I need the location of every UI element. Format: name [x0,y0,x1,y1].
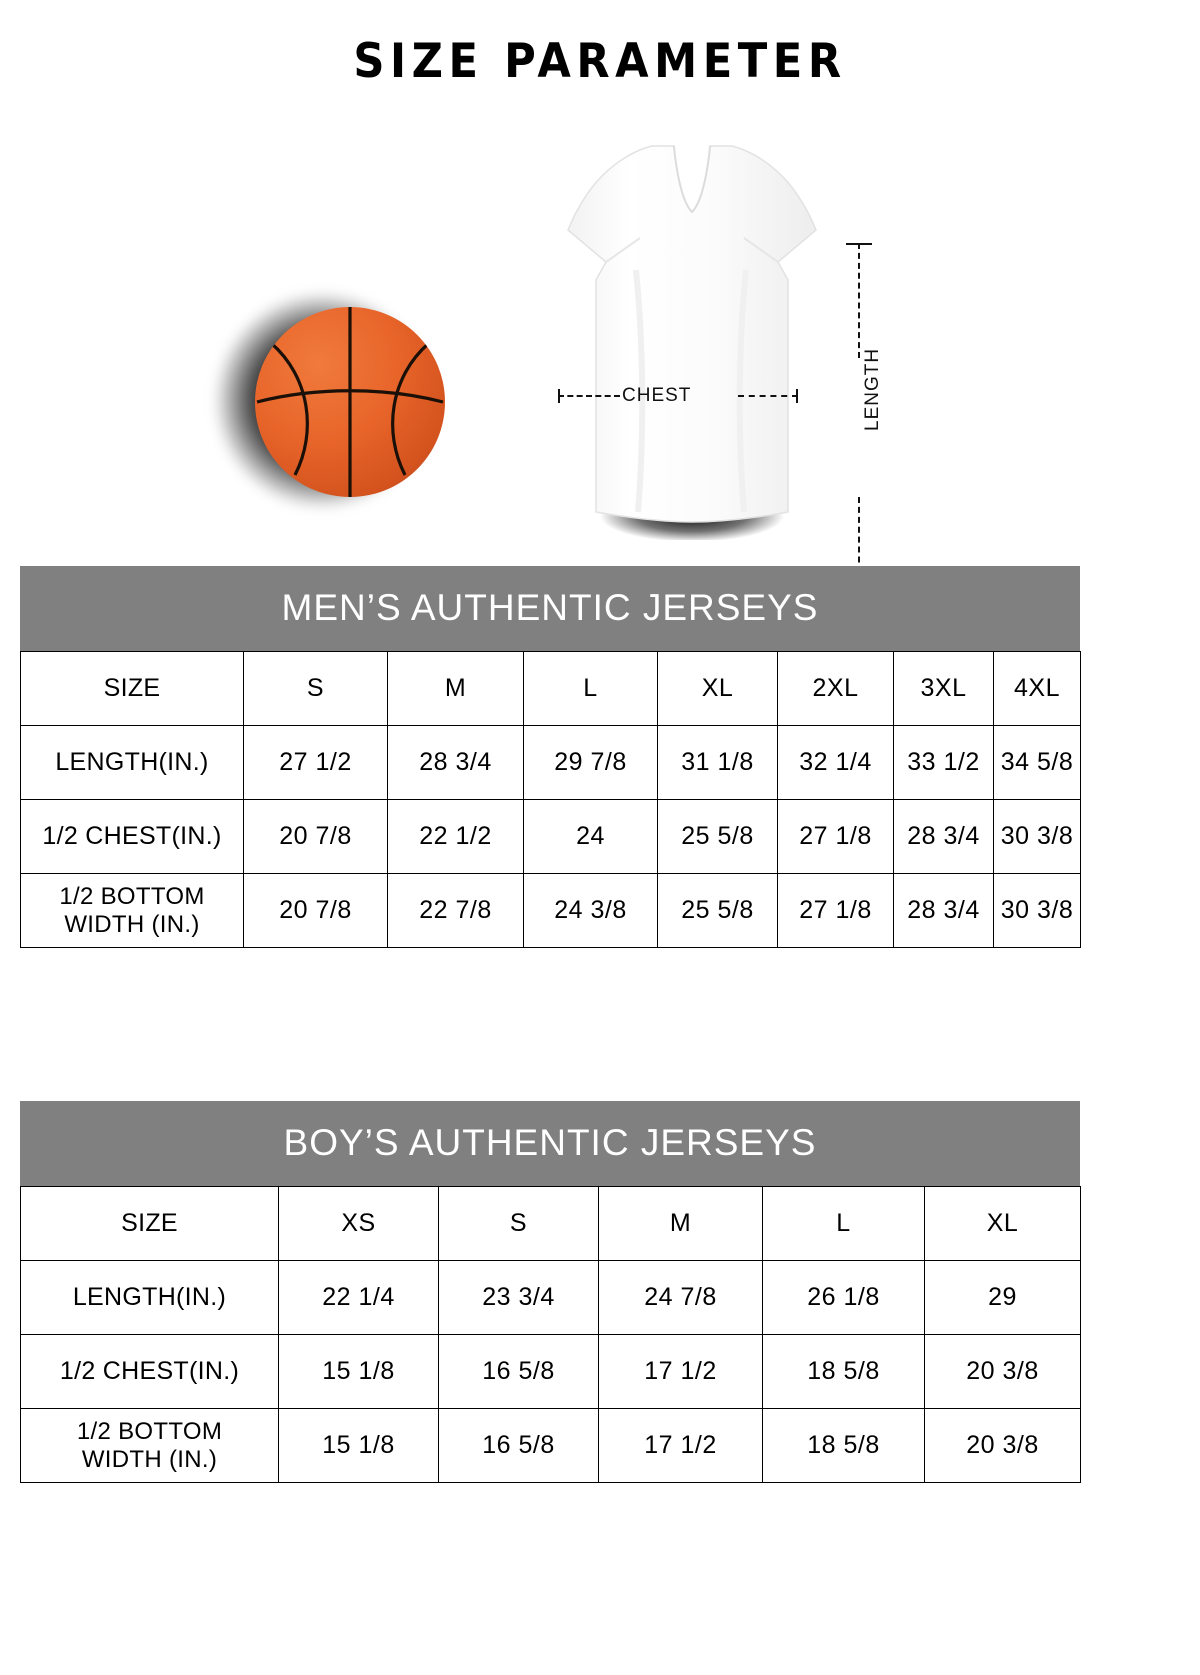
row-header: 1/2 CHEST(IN.) [21,1335,279,1409]
table-cell: 33 1/2 [894,726,994,800]
row-header [21,1409,279,1483]
jersey-icon [540,120,840,540]
chest-segment-left [558,395,620,397]
boys-size-table [20,1186,1081,1483]
column-header: SIZE [21,1187,279,1261]
chest-cap-right [796,389,798,403]
page-title: SIZE PARAMETER [353,34,847,89]
chest-label: CHEST [622,385,692,406]
table-cell: 30 3/8 [994,800,1081,874]
table-row [21,1261,1081,1335]
row-header: 1/2 CHEST(IN.) [21,800,244,874]
chest-dimension-line [558,385,798,406]
mens-size-table-block [20,566,1080,948]
column-header: M [388,652,524,726]
column-header: XS [279,1187,439,1261]
table-cell: 20 7/8 [244,874,388,948]
table-cell: 22 1/2 [388,800,524,874]
row-header: LENGTH(IN.) [21,726,244,800]
mens-size-table [20,651,1081,948]
basketball-icon [207,275,467,535]
row-header: LENGTH(IN.) [21,1261,279,1335]
table-cell: 27 1/8 [778,874,894,948]
column-header: SIZE [21,652,244,726]
table-row [21,800,1081,874]
length-label: LENGTH [862,347,883,431]
table-cell: 30 3/8 [994,874,1081,948]
table-cell: 26 1/8 [763,1261,925,1335]
table-cell: 22 1/4 [279,1261,439,1335]
column-header: M [599,1187,763,1261]
column-header: 3XL [894,652,994,726]
row-header-line1: 1/2 BOTTOM [76,1417,223,1445]
table-cell: 17 1/2 [599,1335,763,1409]
column-header: S [244,652,388,726]
column-header: XL [658,652,778,726]
table-row [21,652,1081,726]
table-cell: 15 1/8 [279,1335,439,1409]
table-cell: 27 1/2 [244,726,388,800]
table-cell: 31 1/8 [658,726,778,800]
table-row [21,1409,1081,1483]
table-row [21,1335,1081,1409]
length-dimension-line [846,235,886,620]
table-cell: 34 5/8 [994,726,1081,800]
basketball-seams-icon [255,307,445,497]
table-cell: 28 3/4 [894,800,994,874]
row-header-line2: WIDTH (IN.) [81,1445,218,1473]
basketball-ball [255,307,445,497]
row-header-line1: 1/2 BOTTOM [59,882,205,910]
column-header: 2XL [778,652,894,726]
table-cell: 16 5/8 [439,1409,599,1483]
length-segment-top [858,243,860,358]
table-cell: 29 [925,1261,1081,1335]
table-cell: 28 3/4 [894,874,994,948]
column-header: S [439,1187,599,1261]
mens-table-title: MEN’S AUTHENTIC JERSEYS [20,566,1080,651]
boys-size-table-block [20,1101,1080,1483]
table-cell: 18 5/8 [763,1409,925,1483]
chest-segment-right [738,395,798,397]
table-cell: 28 3/4 [388,726,524,800]
table-cell: 23 3/4 [439,1261,599,1335]
table-cell: 27 1/8 [778,800,894,874]
table-cell: 25 5/8 [658,800,778,874]
boys-table-title: BOY’S AUTHENTIC JERSEYS [20,1101,1080,1186]
table-cell: 15 1/8 [279,1409,439,1483]
table-cell: 17 1/2 [599,1409,763,1483]
table-row [21,726,1081,800]
table-cell: 25 5/8 [658,874,778,948]
column-header: XL [925,1187,1081,1261]
column-header: 4XL [994,652,1081,726]
table-cell: 20 3/8 [925,1335,1081,1409]
table-cell: 18 5/8 [763,1335,925,1409]
table-cell: 22 7/8 [388,874,524,948]
row-header-line2: WIDTH (IN.) [64,910,200,938]
column-header: L [763,1187,925,1261]
row-header [21,874,244,948]
table-row [21,874,1081,948]
table-cell: 32 1/4 [778,726,894,800]
table-cell: 24 7/8 [599,1261,763,1335]
table-cell: 20 3/8 [925,1409,1081,1483]
column-header: L [524,652,658,726]
table-cell: 29 7/8 [524,726,658,800]
table-cell: 20 7/8 [244,800,388,874]
illustration-area [0,110,1200,540]
table-cell: 16 5/8 [439,1335,599,1409]
table-cell: 24 3/8 [524,874,658,948]
table-row [21,1187,1081,1261]
table-cell: 24 [524,800,658,874]
